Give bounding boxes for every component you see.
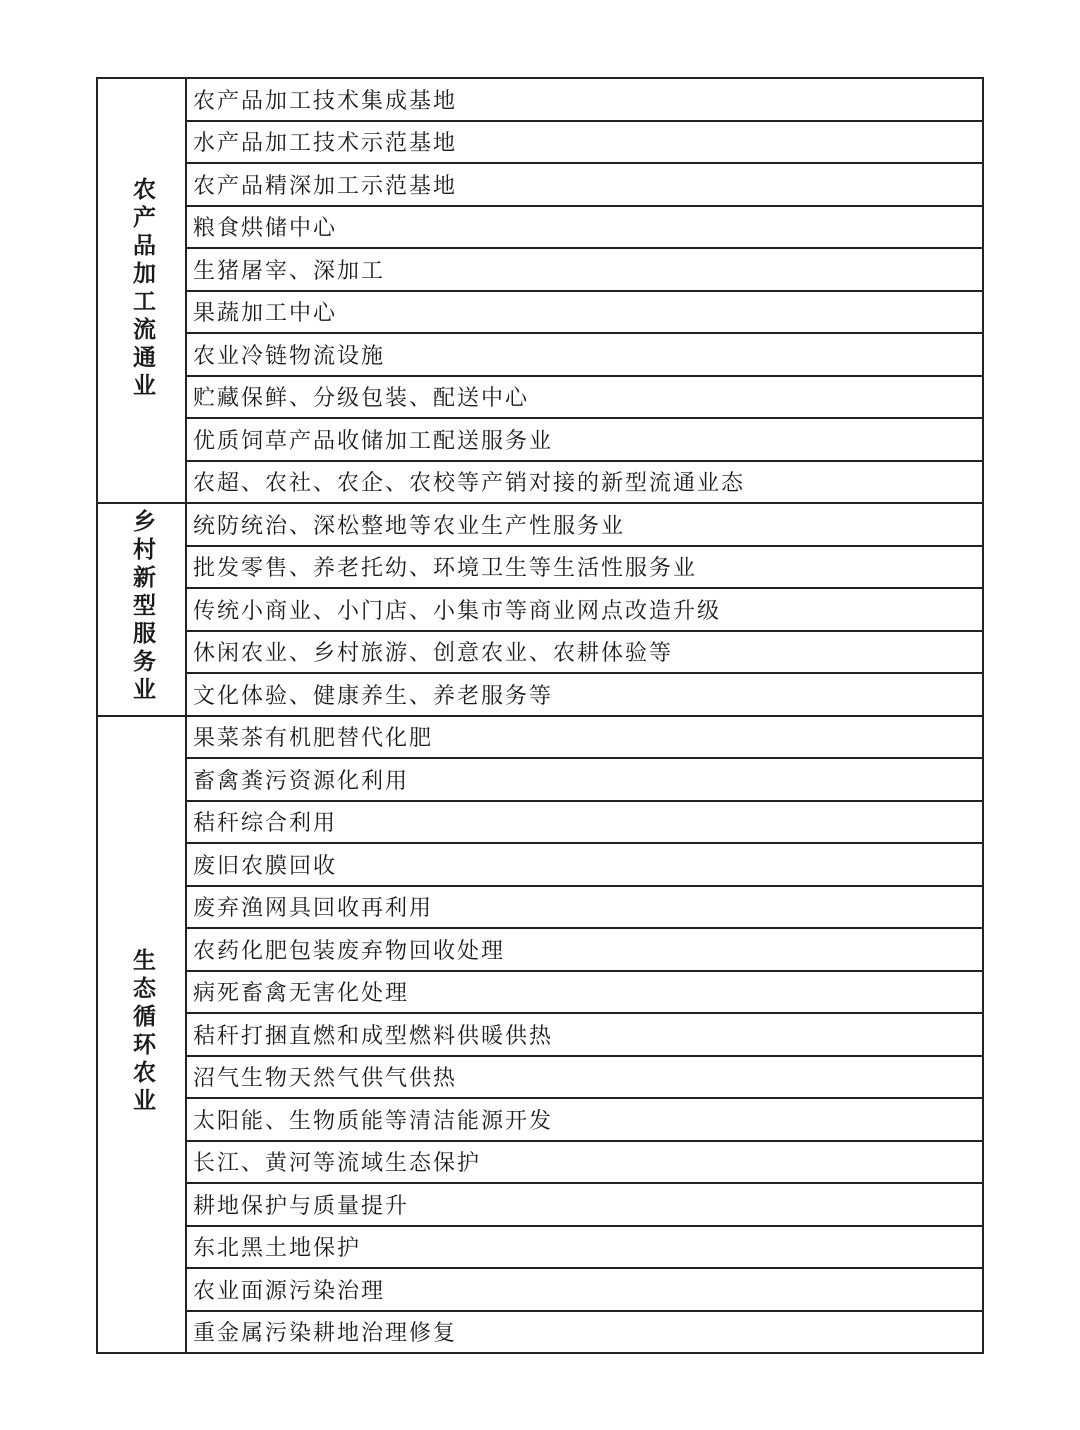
table-row bbox=[97, 801, 983, 844]
item-cell: 畜禽粪污资源化利用 bbox=[186, 758, 983, 801]
table-row bbox=[97, 206, 983, 249]
category-cell bbox=[97, 503, 186, 716]
item-cell: 沼气生物天然气供气供热 bbox=[186, 1056, 983, 1099]
category-label: 乡村新型服务业 bbox=[129, 509, 155, 706]
category-label: 农产品加工流通业 bbox=[129, 176, 155, 401]
item-cell: 太阳能、生物质能等清洁能源开发 bbox=[186, 1098, 983, 1141]
table-row bbox=[97, 588, 983, 631]
category-cell bbox=[97, 716, 186, 1354]
table-row bbox=[97, 673, 983, 716]
item-cell: 农药化肥包装废弃物回收处理 bbox=[186, 928, 983, 971]
table-body bbox=[97, 78, 983, 1353]
table-row bbox=[97, 1056, 983, 1099]
item-cell: 农业面源污染治理 bbox=[186, 1268, 983, 1311]
item-cell: 优质饲草产品收储加工配送服务业 bbox=[186, 418, 983, 461]
item-cell: 传统小商业、小门店、小集市等商业网点改造升级 bbox=[186, 588, 983, 631]
project-table bbox=[96, 77, 984, 1354]
table-row bbox=[97, 1311, 983, 1354]
table-row bbox=[97, 631, 983, 674]
table-row bbox=[97, 1141, 983, 1184]
table-row bbox=[97, 333, 983, 376]
item-cell: 果蔬加工中心 bbox=[186, 291, 983, 334]
item-cell: 病死畜禽无害化处理 bbox=[186, 971, 983, 1014]
table-row bbox=[97, 163, 983, 206]
table-row bbox=[97, 503, 983, 546]
table-row bbox=[97, 1098, 983, 1141]
table-row bbox=[97, 1183, 983, 1226]
item-cell: 废旧农膜回收 bbox=[186, 843, 983, 886]
table-row bbox=[97, 843, 983, 886]
item-cell: 农超、农社、农企、农校等产销对接的新型流通业态 bbox=[186, 461, 983, 504]
table-row bbox=[97, 376, 983, 419]
item-cell: 秸秆打捆直燃和成型燃料供暖供热 bbox=[186, 1013, 983, 1056]
item-cell: 重金属污染耕地治理修复 bbox=[186, 1311, 983, 1354]
item-cell: 东北黑土地保护 bbox=[186, 1226, 983, 1269]
table-row bbox=[97, 78, 983, 121]
category-label: 生态循环农业 bbox=[129, 948, 155, 1117]
item-cell: 长江、黄河等流域生态保护 bbox=[186, 1141, 983, 1184]
table-row bbox=[97, 418, 983, 461]
item-cell: 水产品加工技术示范基地 bbox=[186, 121, 983, 164]
item-cell: 农产品加工技术集成基地 bbox=[186, 78, 983, 121]
item-cell: 贮藏保鲜、分级包装、配送中心 bbox=[186, 376, 983, 419]
table-row bbox=[97, 1226, 983, 1269]
table-row bbox=[97, 291, 983, 334]
table-row bbox=[97, 121, 983, 164]
table-row bbox=[97, 886, 983, 929]
item-cell: 果菜茶有机肥替代化肥 bbox=[186, 716, 983, 759]
table-row bbox=[97, 1268, 983, 1311]
item-cell: 统防统治、深松整地等农业生产性服务业 bbox=[186, 503, 983, 546]
item-cell: 农业冷链物流设施 bbox=[186, 333, 983, 376]
item-cell: 秸秆综合利用 bbox=[186, 801, 983, 844]
item-cell: 文化体验、健康养生、养老服务等 bbox=[186, 673, 983, 716]
item-cell: 耕地保护与质量提升 bbox=[186, 1183, 983, 1226]
table-row bbox=[97, 758, 983, 801]
item-cell: 农产品精深加工示范基地 bbox=[186, 163, 983, 206]
table-row bbox=[97, 461, 983, 504]
item-cell: 休闲农业、乡村旅游、创意农业、农耕体验等 bbox=[186, 631, 983, 674]
table-row bbox=[97, 928, 983, 971]
table-row bbox=[97, 546, 983, 589]
table-row bbox=[97, 716, 983, 759]
table-row bbox=[97, 971, 983, 1014]
item-cell: 批发零售、养老托幼、环境卫生等生活性服务业 bbox=[186, 546, 983, 589]
item-cell: 废弃渔网具回收再利用 bbox=[186, 886, 983, 929]
table-row bbox=[97, 1013, 983, 1056]
table-row bbox=[97, 248, 983, 291]
item-cell: 粮食烘储中心 bbox=[186, 206, 983, 249]
item-cell: 生猪屠宰、深加工 bbox=[186, 248, 983, 291]
category-cell bbox=[97, 78, 186, 503]
